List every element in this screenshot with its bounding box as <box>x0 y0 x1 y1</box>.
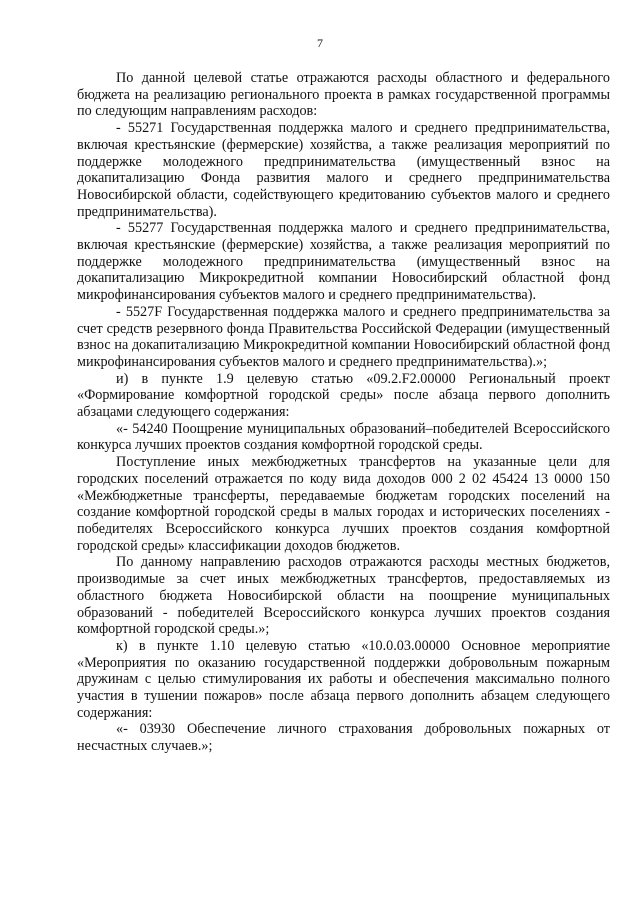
paragraph-5527f: - 5527F Государственная поддержка малого и среднего предпринимательства за счет средств резервного фонда Правительства Российской Федерации (имущественный взнос на докапитализацию Микрокредитной компании Новосибирский областной фонд микрофинансирования субъектов малого и среднего предпринимательства).»; <box>77 303 610 370</box>
paragraph-expenses-direction: По данному направлению расходов отражаются расходы местных бюджетов, производимые за счет иных межбюджетных трансфертов, предоставляемых из областного бюджета Новосибирской области на поощрение муниципальных образований - победителей Всероссийского конкурса лучших проектов создания комфортной городской среды.»; <box>77 554 610 638</box>
document-body <box>77 70 610 755</box>
paragraph-item-k: к) в пункте 1.10 целевую статью «10.0.03.00000 Основное мероприятие «Мероприятия по оказанию государственной поддержки добровольным пожарным дружинам с целью стимулирования их работы и обеспечения максимально полного участия в тушении пожаров» после абзаца первого дополнить абзацем следующего содержания: <box>77 637 610 721</box>
paragraph-55277: - 55277 Государственная поддержка малого и среднего предпринимательства, включая крестьянские (фермерские) хозяйства, а также реализация мероприятий по поддержке молодежного предпринимательства (имущественный взнос на докапитализацию Микрокредитной компании Новосибирский областной фонд микрофинансирования субъектов малого и среднего предпринимательства). <box>77 220 610 304</box>
paragraph-intro: По данной целевой статье отражаются расходы областного и федерального бюджета на реализацию регионального проекта в рамках государственной программы по следующим направлениям расходов: <box>77 70 610 120</box>
paragraph-transfers-income: Поступление иных межбюджетных трансфертов на указанные цели для городских поселений отражается по коду вида доходов 000 2 02 45424 13 0000 150 «Межбюджетные трансферты, передаваемые бюджетам городских поселений на создание комфортной городской среды в малых городах и исторических поселениях - победителях Всероссийского конкурса лучших проектов создания комфортной городской среды» классификации доходов бюджетов. <box>77 454 610 554</box>
paragraph-55271: - 55271 Государственная поддержка малого и среднего предпринимательства, включая крестьянские (фермерские) хозяйства, а также реализация мероприятий по поддержке молодежного предпринимательства (имущественный взнос на докапитализацию Фонда развития малого и среднего предпринимательства Новосибирской области, содействующего кредитованию субъектов малого и среднего предпринимательства). <box>77 120 610 220</box>
paragraph-03930: «- 03930 Обеспечение личного страхования добровольных пожарных от несчастных случаев.»; <box>77 721 610 755</box>
paragraph-54240: «- 54240 Поощрение муниципальных образований–победителей Всероссийского конкурса лучших проектов создания комфортной городской среды. <box>77 420 610 454</box>
page-number: 7 <box>317 36 323 50</box>
paragraph-item-i: и) в пункте 1.9 целевую статью «09.2.F2.00000 Региональный проект «Формирование комфортной городской среды» после абзаца первого дополнить абзацами следующего содержания: <box>77 370 610 421</box>
